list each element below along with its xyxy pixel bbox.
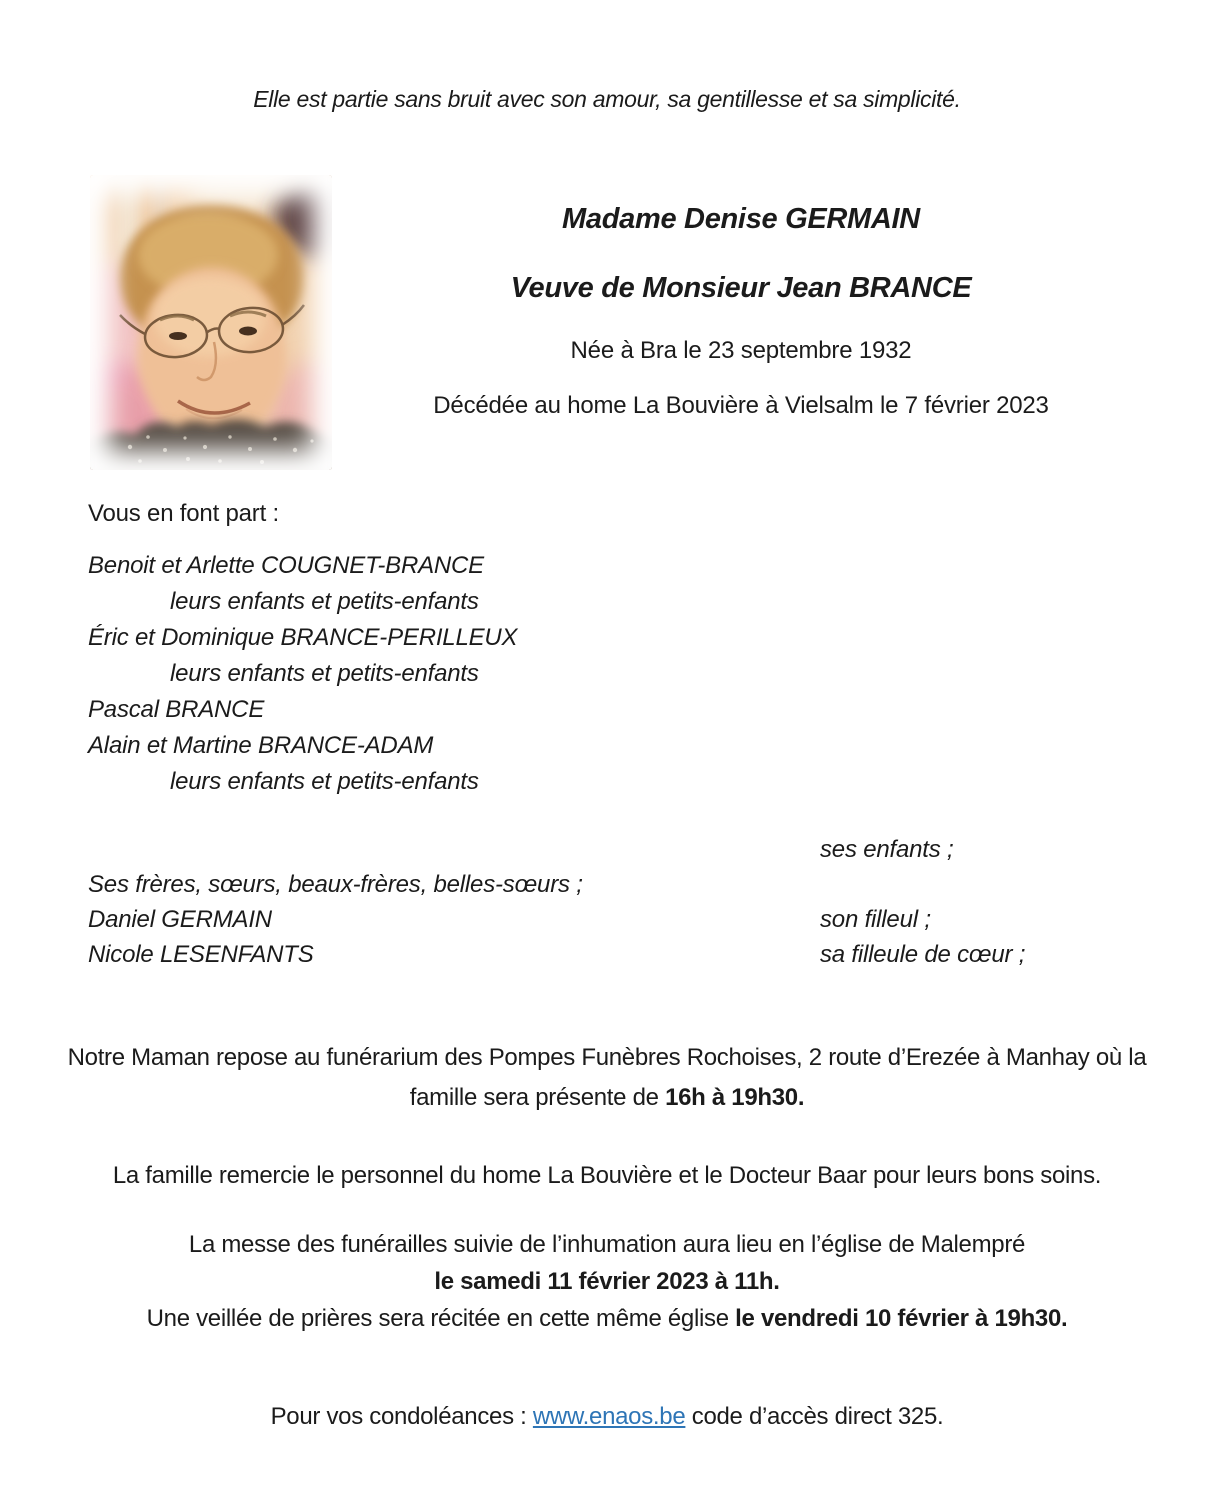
relations-list — [0, 832, 1214, 972]
relation-name: Nicole LESENFANTS — [88, 941, 314, 968]
condolences-prefix: Pour vos condoléances : — [270, 1403, 533, 1430]
relation-name: Daniel GERMAIN — [88, 906, 272, 933]
family-member: Alain et Martine BRANCE-ADAM — [88, 732, 434, 759]
relation-role: son filleul ; — [820, 906, 931, 933]
widow-title: Veuve de Monsieur Jean BRANCE — [510, 272, 972, 304]
funeral-paragraph — [0, 1226, 1214, 1337]
relation-role: sa filleule de cœur ; — [820, 941, 1026, 968]
condolence-link[interactable]: www.enaos.be — [532, 1403, 686, 1430]
relation-role: ses enfants ; — [820, 836, 954, 863]
relation-name — [88, 832, 820, 867]
family-list — [88, 548, 1214, 800]
family-descendants: leurs enfants et petits-enfants — [170, 660, 479, 687]
family-member: Pascal BRANCE — [88, 696, 265, 723]
death-line: Décédée au home La Bouvière à Vielsalm le 7 février 2023 — [433, 392, 1049, 419]
visiting-hours: 16h à 19h30. — [665, 1084, 805, 1111]
family-member: Éric et Dominique BRANCE-PERILLEUX — [88, 624, 518, 651]
repose-text: Notre Maman repose au funérarium des Pompes Funèbres Rochoises, 2 route d’Erezée à Manhay où la famille sera présente de — [67, 1044, 1147, 1111]
relation-role — [820, 867, 1214, 902]
family-descendants: leurs enfants et petits-enfants — [170, 768, 479, 795]
deceased-name: Madame Denise GERMAIN — [562, 203, 920, 235]
funeral-mass-line: La messe des funérailles suivie de l’inhumation aura lieu en l’église de Malempré — [188, 1231, 1026, 1258]
relation-row — [0, 832, 1214, 867]
vigil-date: le vendredi 10 février à 19h30. — [735, 1305, 1068, 1332]
condolences-line — [0, 1403, 1214, 1431]
vigil-line — [0, 1300, 1214, 1337]
family-descendants: leurs enfants et petits-enfants — [170, 588, 479, 615]
repose-paragraph — [62, 1038, 1152, 1118]
announcement-intro: Vous en font part : — [88, 500, 280, 527]
family-member: Benoit et Arlette COUGNET-BRANCE — [88, 552, 484, 579]
relation-row — [0, 867, 1214, 902]
funeral-date: le samedi 11 février 2023 à 11h. — [434, 1268, 780, 1295]
condolences-suffix: code d’accès direct 325. — [685, 1403, 944, 1430]
epitaph-quote: Elle est partie sans bruit avec son amour, sa gentillesse et sa simplicité. — [253, 86, 961, 112]
portrait-photo — [90, 175, 332, 470]
vigil-text: Une veillée de prières sera récitée en cette même église — [146, 1305, 736, 1332]
thanks-paragraph: La famille remercie le personnel du home La Bouvière et le Docteur Baar pour leurs bons soins. — [112, 1162, 1102, 1189]
elderly-woman-portrait-illustration — [90, 175, 332, 470]
relation-row — [0, 937, 1214, 972]
relation-name: Ses frères, sœurs, beaux-frères, belles-sœurs ; — [88, 871, 583, 898]
header-section — [0, 175, 1214, 470]
birth-line: Née à Bra le 23 septembre 1932 — [570, 337, 912, 364]
relation-row — [0, 902, 1214, 937]
deceased-header — [332, 175, 1150, 470]
